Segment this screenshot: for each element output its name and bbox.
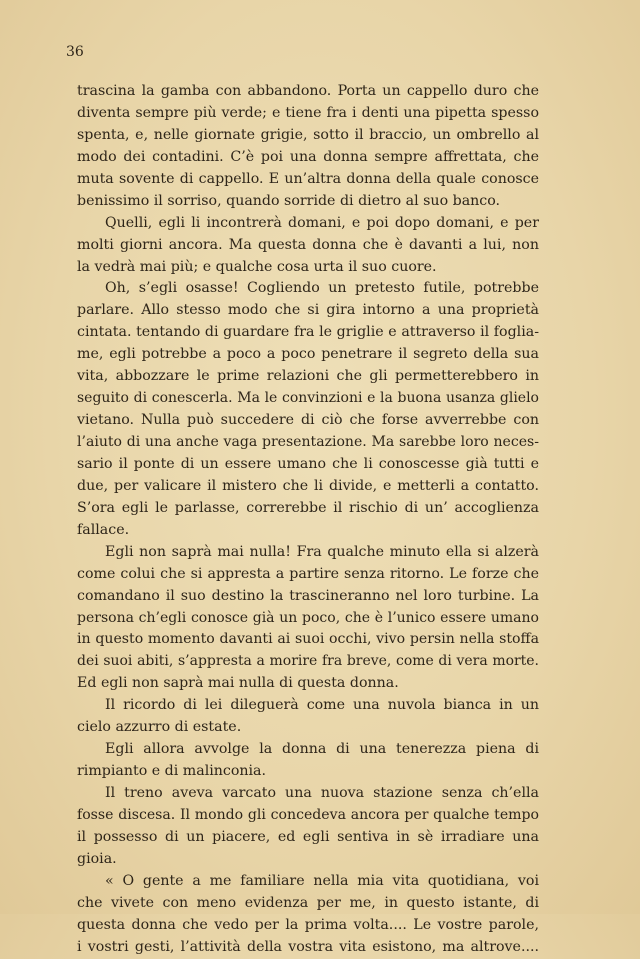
text-line: due, per valicare il mistero che li divide, e metterli a contatto. [77,477,539,494]
text-line: Il treno aveva varcato una nuova stazione senza ch’ella [105,785,539,801]
text-line: Quelli, egli li incontrerà domani, e poi dopo domani, e per [105,214,539,231]
body-text [77,81,539,959]
text-line: cintata. tentando di guardare fra le griglie e attraverso il foglia- [77,324,539,341]
text-line: questa donna che vedo per la prima volta.... Le vostre parole, [77,916,539,933]
text-line: modo dei contadini. C’è poi una donna sempre affrettata, che [77,148,539,165]
text-line: molti giorni ancora. Ma questa donna che è davanti a lui, non [77,236,539,253]
text-line: benissimo il sorriso, quando sorride di dietro al suo banco. [77,192,501,209]
text-line: cielo azzurro di estate. [77,719,242,736]
text-line: il possesso di un piacere, ed egli sentiva in sè irradiare una [77,828,539,845]
page-number: 36 [66,44,84,60]
text-line: gioia. [77,850,117,867]
text-line: diventa sempre più verde; e tiene fra i denti una pipetta spesso [77,104,539,121]
text-line: fosse discesa. Il mondo gli concedeva ancora per qualche tempo [77,806,539,823]
text-line: vita, abbozzare le prime relazioni che gli permetterebbero in [77,368,539,385]
text-line: S’ora egli le parlasse, correrebbe il rischio di un’ accoglienza [77,499,539,516]
text-line: Egli allora avvolge la donna di una tenerezza piena di [105,741,539,758]
text-line: trascina la gamba con abbandono. Porta un cappello duro che [77,83,539,99]
text-line: me, egli potrebbe a poco a poco penetrare il segreto della sua [77,346,539,363]
text-line: in questo momento davanti ai suoi occhi, vivo persin nella stoffa [77,631,539,648]
text-line: Ed egli non saprà mai nulla di questa donna. [77,675,399,692]
text-line: seguito di conescerla. Ma le convinzioni e la buona usanza glielo [77,390,539,407]
text-line: Il ricordo di lei dileguerà come una nuvola bianca in un [105,697,539,714]
text-line: l’aiuto di una anche vaga presentazione. Ma sarebbe loro neces- [77,434,539,450]
text-line: rimpianto e di malinconia. [77,763,267,780]
text-line: persona ch’egli conosce già un poco, che è l’unico essere umano [77,609,539,626]
text-line: dei suoi abiti, s’appresta a morire fra breve, come di vera morte. [77,653,539,670]
text-line: comandano il suo destino la trascineranno nel loro turbine. La [77,587,539,604]
text-line: Egli non saprà mai nulla! Fra qualche minuto ella si alzerà [105,543,539,560]
text-line: spenta, e, nelle giornate grigie, sotto il braccio, un ombrello al [77,126,539,143]
text-line: come colui che si appresta a partire senza ritorno. Le forze che [77,565,539,582]
text-line: Oh, s’egli osasse! Cogliendo un pretesto futile, potrebbe [105,280,539,297]
text-line: « O gente a me familiare nella mia vita quotidiana, voi [105,872,539,889]
text-line: parlare. Allo stesso modo che si gira intorno a una proprietà [77,302,539,319]
text-line: che vivete con meno evidenza per me, in questo istante, di [77,894,539,911]
text-line: muta sovente di cappello. E un’altra donna della quale conosce [77,170,539,187]
text-line: fallace. [77,521,130,538]
text-line: vietano. Nulla può succedere di ciò che forse avverrebbe con [77,412,539,429]
text-line: sario il ponte di un essere umano che li conoscesse già tutti e [77,455,539,472]
text-line: la vedrà mai più; e qualche cosa urta il suo cuore. [77,258,437,275]
text-line: i vostri gesti, l’attività della vostra vita esistono, ma altrove.... [77,938,539,955]
